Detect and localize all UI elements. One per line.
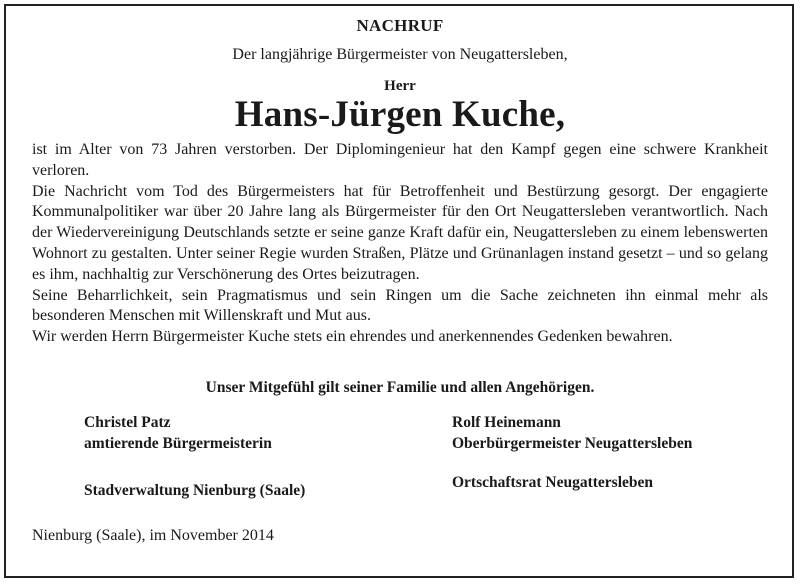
notice-intro: Der langjährige Bürgermeister von Neugattersleben,	[232, 46, 568, 63]
signatory-organization-left: Stadverwaltung Nienburg (Saale)	[84, 482, 306, 499]
signatory-title: Oberbürgermeister Neugattersleben	[452, 435, 693, 452]
signatory-organization-right: Ortschaftsrat Neugattersleben	[452, 474, 654, 491]
body-paragraph: ist im Alter von 73 Jahren verstorben. Der Diplomingenieur hat den Kampf gegen eine schwere Krankheit verloren.	[32, 141, 768, 179]
notice-heading: NACHRUF	[356, 16, 444, 35]
signatory-title: amtierende Bürgermeisterin	[84, 435, 272, 452]
body-paragraph: Wir werden Herrn Bürgermeister Kuche stets ein ehrendes und anerkennendes Gedenken bewahren.	[32, 328, 673, 346]
signatory-right	[452, 412, 692, 454]
signatory-name: Christel Patz	[84, 414, 171, 431]
signatory-left	[84, 412, 272, 454]
notice-body	[32, 140, 768, 348]
sympathy-line: Unser Mitgefühl gilt seiner Familie und allen Angehörigen.	[205, 379, 595, 396]
deceased-name: Hans-Jürgen Kuche,	[234, 94, 566, 135]
dateline: Nienburg (Saale), im November 2014	[32, 527, 274, 544]
signatory-name: Rolf Heinemann	[452, 414, 561, 431]
body-paragraph: Die Nachricht vom Tod des Bürgermeisters hat für Betroffenheit und Bestürzung gesorgt. Der engagierte Kommunalpolitiker war über 20 Jahre lang als Bürgermeister für den Ort Neugattersleben verantwortlich. Nach der Wiedervereinigung Deutschlands setzte er seine ganze Kraft dafür ein, Neugattersleben zu einem lebenswerten Wohnort zu gestalten. Unter seiner Regie wurden Straßen, Plätze und Grünanlagen instand gesetzt – und so gelang es ihm, nachhaltig zur Verschönerung des Ortes beizutragen.	[32, 182, 768, 283]
salutation: Herr	[384, 78, 416, 94]
body-paragraph: Seine Beharrlichkeit, sein Pragmatismus und sein Ringen um die Sache zeichneten ihn einmal mehr als besonderen Menschen mit Willenskraft und Mut aus.	[32, 286, 768, 325]
